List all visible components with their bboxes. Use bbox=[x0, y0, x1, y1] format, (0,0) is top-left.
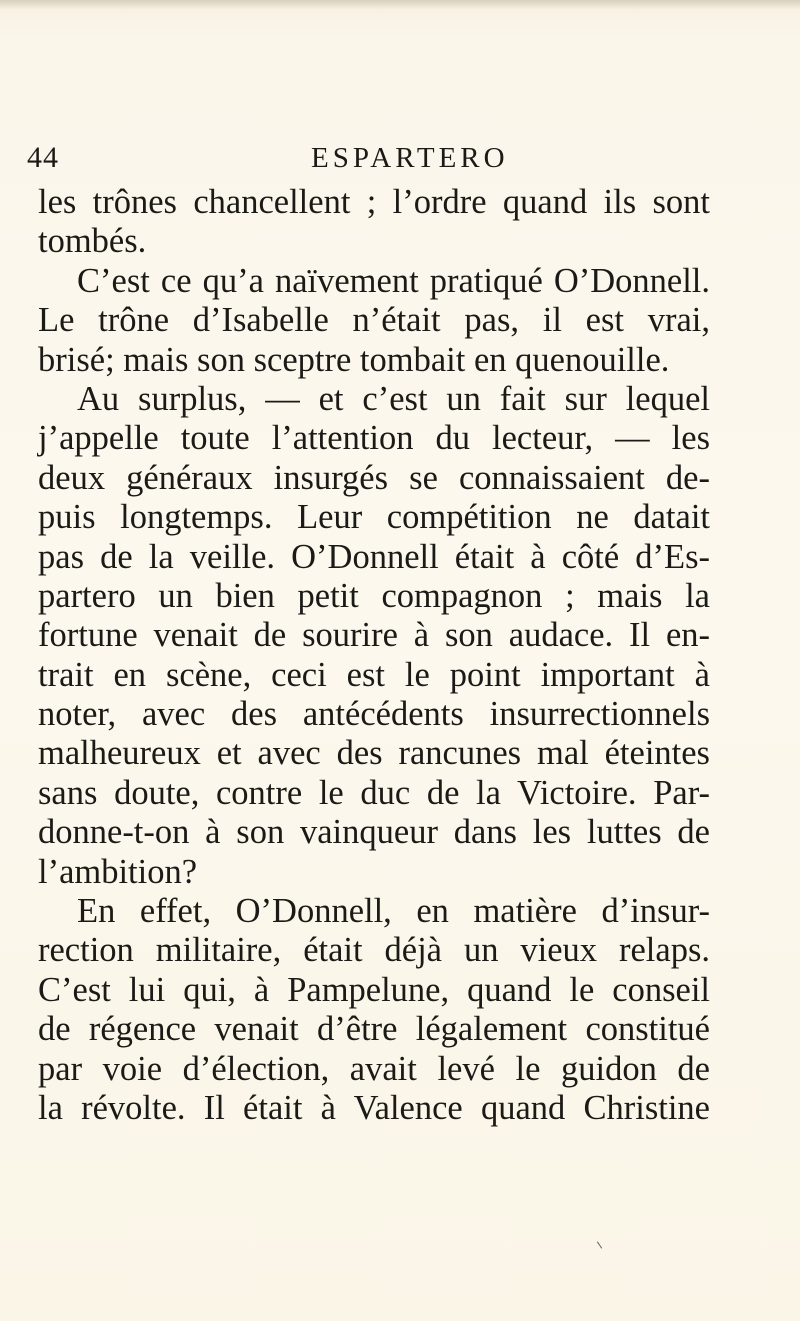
text-line: deux généraux insurgés se connaissaient de- bbox=[38, 458, 710, 497]
text-line: rection militaire, était déjà un vieux relaps. bbox=[38, 931, 710, 970]
text-line: partero un bien petit compagnon ; mais la bbox=[38, 576, 710, 615]
page-edge-shadow bbox=[0, 0, 800, 10]
running-head: ESPARTERO bbox=[311, 142, 509, 174]
text-line: sans doute, contre le duc de la Victoire. Par- bbox=[38, 773, 710, 812]
text-line: Le trône d’Isabelle n’était pas, il est vrai, bbox=[38, 301, 710, 340]
text-line: pas de la veille. O’Donnell était à côté d’Es- bbox=[38, 537, 710, 576]
text-line: donne-t-on à son vainqueur dans les luttes de bbox=[38, 813, 710, 852]
body-text bbox=[38, 183, 710, 1128]
text-line: puis longtemps. Leur compétition ne datait bbox=[38, 498, 710, 537]
text-line: trait en scène, ceci est le point important à bbox=[38, 655, 710, 694]
text-line: malheureux et avec des rancunes mal éteintes bbox=[38, 734, 710, 773]
text-line: la révolte. Il était à Valence quand Christine bbox=[38, 1088, 710, 1127]
text-line: par voie d’élection, avait levé le guidon de bbox=[38, 1049, 710, 1088]
page-number: 44 bbox=[27, 141, 59, 174]
text-line: tombés. bbox=[38, 222, 147, 261]
text-line: fortune venait de sourire à son audace. Il en- bbox=[38, 616, 710, 655]
text-line: les trônes chancellent ; l’ordre quand ils sont bbox=[38, 183, 710, 221]
text-line: En effet, O’Donnell, en matière d’insur- bbox=[77, 892, 710, 931]
text-line: noter, avec des antécédents insurrectionnels bbox=[38, 695, 710, 734]
text-line: brisé; mais son sceptre tombait en quenouille. bbox=[38, 340, 670, 379]
text-line: C’est lui qui, à Pampelune, quand le conseil bbox=[38, 970, 710, 1009]
text-line: l’ambition? bbox=[38, 852, 198, 891]
text-line: de régence venait d’être légalement constitué bbox=[38, 1010, 710, 1049]
text-line: j’appelle toute l’attention du lecteur, — les bbox=[38, 419, 710, 458]
text-line: Au surplus, — et c’est un fait sur lequel bbox=[77, 379, 710, 418]
text-line: C’est ce qu’a naïvement pratiqué O’Donnell. bbox=[77, 261, 710, 300]
paper-speck bbox=[597, 1241, 602, 1248]
page-header bbox=[0, 136, 800, 180]
